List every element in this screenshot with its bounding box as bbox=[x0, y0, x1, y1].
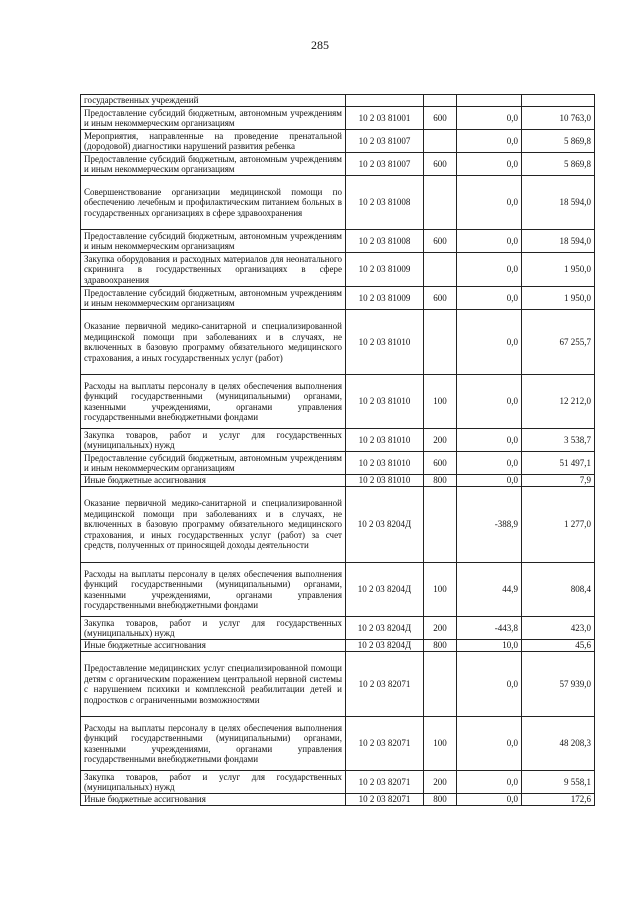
table-row bbox=[81, 230, 595, 253]
row-name: Совершенствование организации медицинской помощи по обеспечению лечебным и профилактическим питанием больных в государственных организациях в сфере здравоохранения bbox=[81, 176, 346, 230]
budget-table bbox=[80, 94, 595, 806]
row-total: 808,4 bbox=[522, 563, 595, 617]
row-kvr: 600 bbox=[424, 153, 457, 176]
row-change: 0,0 bbox=[457, 452, 522, 475]
row-kvr bbox=[424, 487, 457, 563]
row-change: 0,0 bbox=[457, 287, 522, 310]
row-total: 67 255,7 bbox=[522, 310, 595, 375]
row-name: Предоставление медицинских услуг специализированной помощи детям с органическим поражением центральной нервной системы с нарушением психики и комплексной реабилитации детей и подростков с ограниченными возможностями bbox=[81, 652, 346, 717]
row-change: 0,0 bbox=[457, 310, 522, 375]
row-total: 10 763,0 bbox=[522, 107, 595, 130]
table-row bbox=[81, 130, 595, 153]
row-code: 10 2 03 82071 bbox=[346, 771, 424, 794]
row-total bbox=[522, 95, 595, 107]
row-name: Закупка оборудования и расходных материалов для неонатального скрининга в государственных организациях в сфере здравоохранения bbox=[81, 253, 346, 287]
budget-table-body bbox=[81, 95, 595, 806]
row-name: Закупка товаров, работ и услуг для государственных (муниципальных) нужд bbox=[81, 429, 346, 452]
row-total: 1 277,0 bbox=[522, 487, 595, 563]
row-name: государственных учреждений bbox=[81, 95, 346, 107]
row-change: -388,9 bbox=[457, 487, 522, 563]
table-row bbox=[81, 640, 595, 652]
row-change: 10,0 bbox=[457, 640, 522, 652]
row-code: 10 2 03 81010 bbox=[346, 429, 424, 452]
row-kvr: 100 bbox=[424, 375, 457, 429]
table-row bbox=[81, 563, 595, 617]
table-row bbox=[81, 794, 595, 806]
row-code: 10 2 03 81008 bbox=[346, 230, 424, 253]
row-total: 45,6 bbox=[522, 640, 595, 652]
row-change: 0,0 bbox=[457, 717, 522, 771]
row-name: Оказание первичной медико-санитарной и специализированной медицинской помощи при заболеваниях и в случаях, не включенных в базовую программу обязательного медицинского страхования, а иных государственных услуг (работ) bbox=[81, 310, 346, 375]
row-code: 10 2 03 81007 bbox=[346, 130, 424, 153]
row-name: Предоставление субсидий бюджетным, автономным учреждениям и иным некоммерческим организациям bbox=[81, 287, 346, 310]
row-kvr: 800 bbox=[424, 640, 457, 652]
row-name: Расходы на выплаты персоналу в целях обеспечения выполнения функций государственными (муниципальными) органами, казенными учреждениями, органами управления государственными внебюджетными фондами bbox=[81, 375, 346, 429]
row-name: Предоставление субсидий бюджетным, автономным учреждениям и иным некоммерческим организациям bbox=[81, 230, 346, 253]
row-kvr: 200 bbox=[424, 617, 457, 640]
table-row bbox=[81, 253, 595, 287]
row-total: 5 869,8 bbox=[522, 153, 595, 176]
row-kvr: 800 bbox=[424, 794, 457, 806]
row-change: 0,0 bbox=[457, 176, 522, 230]
table-row bbox=[81, 310, 595, 375]
row-name: Предоставление субсидий бюджетным, автономным учреждениям и иным некоммерческим организациям bbox=[81, 452, 346, 475]
row-kvr: 200 bbox=[424, 771, 457, 794]
row-change: 44,9 bbox=[457, 563, 522, 617]
row-total: 423,0 bbox=[522, 617, 595, 640]
row-code: 10 2 03 81009 bbox=[346, 253, 424, 287]
row-kvr: 600 bbox=[424, 452, 457, 475]
row-change: 0,0 bbox=[457, 475, 522, 487]
row-total: 57 939,0 bbox=[522, 652, 595, 717]
row-change: 0,0 bbox=[457, 794, 522, 806]
row-name: Мероприятия, направленные на проведение пренатальной (дородовой) диагностики нарушений развития ребенка bbox=[81, 130, 346, 153]
row-code: 10 2 03 81001 bbox=[346, 107, 424, 130]
table-row bbox=[81, 617, 595, 640]
row-kvr: 200 bbox=[424, 429, 457, 452]
row-code: 10 2 03 81010 bbox=[346, 375, 424, 429]
row-total: 5 869,8 bbox=[522, 130, 595, 153]
row-change: 0,0 bbox=[457, 107, 522, 130]
table-row bbox=[81, 95, 595, 107]
row-change: 0,0 bbox=[457, 771, 522, 794]
row-kvr: 800 bbox=[424, 475, 457, 487]
row-kvr: 100 bbox=[424, 717, 457, 771]
row-total: 7,9 bbox=[522, 475, 595, 487]
row-code: 10 2 03 82071 bbox=[346, 794, 424, 806]
row-kvr bbox=[424, 95, 457, 107]
table-row bbox=[81, 452, 595, 475]
row-code: 10 2 03 82071 bbox=[346, 717, 424, 771]
table-row bbox=[81, 375, 595, 429]
row-name: Расходы на выплаты персоналу в целях обеспечения выполнения функций государственными (муниципальными) органами, казенными учреждениями, органами управления государственными внебюджетными фондами bbox=[81, 717, 346, 771]
row-name: Иные бюджетные ассигнования bbox=[81, 475, 346, 487]
row-name: Расходы на выплаты персоналу в целях обеспечения выполнения функций государственными (муниципальными) органами, казенными учреждениями, органами управления государственными внебюджетными фондами bbox=[81, 563, 346, 617]
row-code: 10 2 03 81010 bbox=[346, 452, 424, 475]
row-total: 3 538,7 bbox=[522, 429, 595, 452]
row-change: 0,0 bbox=[457, 375, 522, 429]
row-kvr bbox=[424, 130, 457, 153]
row-code: 10 2 03 82071 bbox=[346, 652, 424, 717]
row-name: Предоставление субсидий бюджетным, автономным учреждениям и иным некоммерческим организациям bbox=[81, 153, 346, 176]
row-change: -443,8 bbox=[457, 617, 522, 640]
row-name: Закупка товаров, работ и услуг для государственных (муниципальных) нужд bbox=[81, 771, 346, 794]
row-kvr bbox=[424, 176, 457, 230]
row-code: 10 2 03 81009 bbox=[346, 287, 424, 310]
row-total: 9 558,1 bbox=[522, 771, 595, 794]
row-kvr: 100 bbox=[424, 563, 457, 617]
table-row bbox=[81, 176, 595, 230]
row-total: 1 950,0 bbox=[522, 287, 595, 310]
row-change: 0,0 bbox=[457, 253, 522, 287]
table-row bbox=[81, 287, 595, 310]
row-kvr: 600 bbox=[424, 107, 457, 130]
row-code bbox=[346, 95, 424, 107]
table-row bbox=[81, 652, 595, 717]
row-change bbox=[457, 95, 522, 107]
row-code: 10 2 03 8204Д bbox=[346, 617, 424, 640]
row-kvr: 600 bbox=[424, 230, 457, 253]
row-change: 0,0 bbox=[457, 429, 522, 452]
table-row bbox=[81, 487, 595, 563]
row-change: 0,0 bbox=[457, 130, 522, 153]
row-name: Иные бюджетные ассигнования bbox=[81, 794, 346, 806]
row-total: 12 212,0 bbox=[522, 375, 595, 429]
row-change: 0,0 bbox=[457, 652, 522, 717]
row-code: 10 2 03 81010 bbox=[346, 310, 424, 375]
row-kvr bbox=[424, 253, 457, 287]
row-total: 172,6 bbox=[522, 794, 595, 806]
row-total: 51 497,1 bbox=[522, 452, 595, 475]
row-total: 18 594,0 bbox=[522, 176, 595, 230]
table-row bbox=[81, 771, 595, 794]
table-row bbox=[81, 717, 595, 771]
row-total: 1 950,0 bbox=[522, 253, 595, 287]
row-name: Иные бюджетные ассигнования bbox=[81, 640, 346, 652]
page-number: 285 bbox=[311, 38, 329, 52]
row-kvr bbox=[424, 310, 457, 375]
row-change: 0,0 bbox=[457, 230, 522, 253]
row-name: Оказание первичной медико-санитарной и специализированной медицинской помощи при заболеваниях и в случаях, не включенных в базовую программу обязательного медицинского страхования, и иных государственных услуг (работ) за счет средств, полученных от приносящей доходы деятельности bbox=[81, 487, 346, 563]
row-kvr: 600 bbox=[424, 287, 457, 310]
row-code: 10 2 03 8204Д bbox=[346, 640, 424, 652]
table-row bbox=[81, 429, 595, 452]
row-total: 18 594,0 bbox=[522, 230, 595, 253]
table-row bbox=[81, 475, 595, 487]
row-code: 10 2 03 8204Д bbox=[346, 487, 424, 563]
row-code: 10 2 03 81008 bbox=[346, 176, 424, 230]
row-kvr bbox=[424, 652, 457, 717]
row-name: Закупка товаров, работ и услуг для государственных (муниципальных) нужд bbox=[81, 617, 346, 640]
row-change: 0,0 bbox=[457, 153, 522, 176]
table-row bbox=[81, 153, 595, 176]
row-code: 10 2 03 81010 bbox=[346, 475, 424, 487]
row-code: 10 2 03 81007 bbox=[346, 153, 424, 176]
row-total: 48 208,3 bbox=[522, 717, 595, 771]
row-name: Предоставление субсидий бюджетным, автономным учреждениям и иным некоммерческим организациям bbox=[81, 107, 346, 130]
table-row bbox=[81, 107, 595, 130]
row-code: 10 2 03 8204Д bbox=[346, 563, 424, 617]
